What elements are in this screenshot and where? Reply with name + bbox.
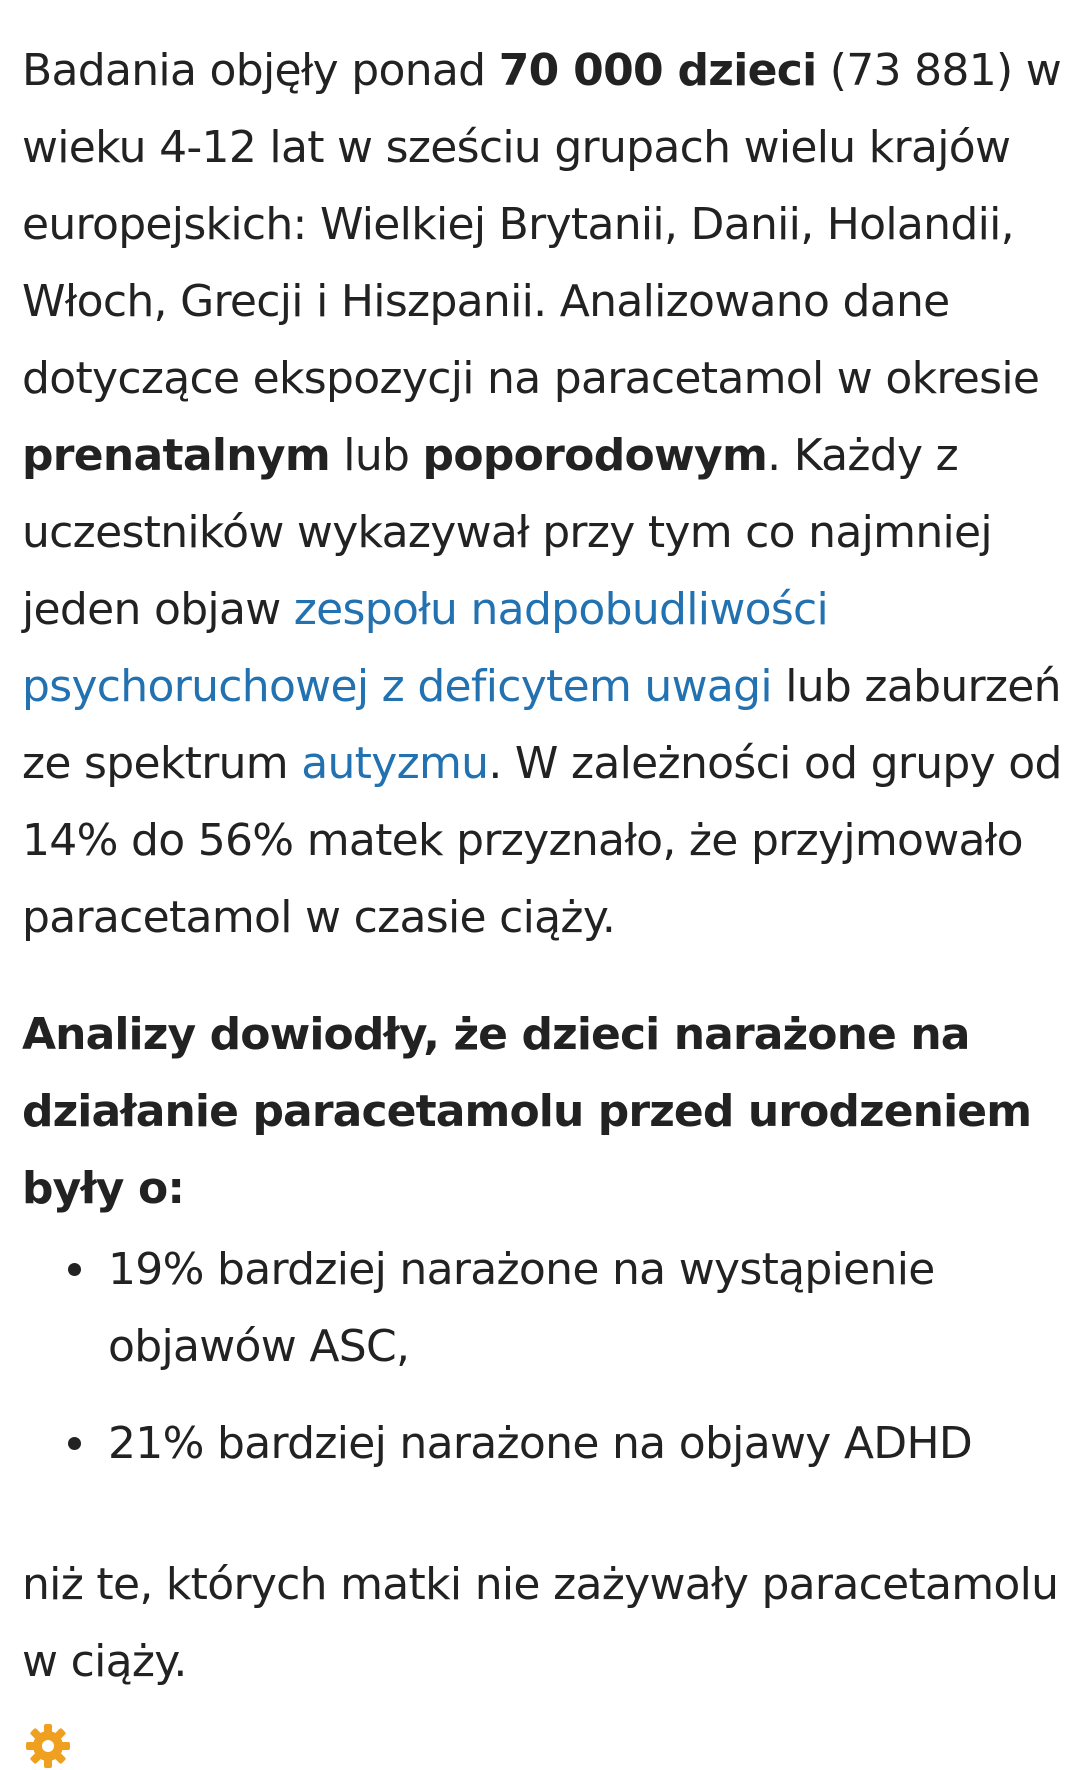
bold-children-count: 70 000 dzieci [498,45,817,96]
gear-icon [24,1722,72,1770]
list-item-text: 21% bardziej narażone na objawy ADHD [108,1418,973,1469]
text-segment: . Każdy z uczestników wykazywał przy tym co najmniej jeden objaw [22,430,992,635]
article-body [22,32,1062,1700]
findings-list [22,1231,1062,1482]
bold-postnatal: poporodowym [422,430,768,481]
closing-paragraph: niż te, których matki nie zażywały paracetamolu w ciąży. [22,1559,1059,1687]
list-item [108,1231,1062,1385]
bold-prenatal: prenatalnym [22,430,331,481]
list-item-text: 19% bardziej narażone na wystąpienie objawów ASC, [108,1244,935,1372]
text-segment: Badania objęły ponad [22,45,499,96]
adhd-link[interactable]: zespołu nadpobudliwości psychoruchowej z deficytem uwagi [22,584,829,712]
study-paragraph [22,32,1062,956]
text-segment: . W zależności od grupy od 14% do 56% matek przyznało, że przyjmowało paracetamol w czasie ciąży. [22,738,1062,943]
bullet-icon [68,1437,81,1450]
autism-link[interactable]: autyzmu [301,738,489,789]
findings-heading: Analizy dowiodły, że dzieci narażone na działanie paracetamolu przed urodzeniem były o: [22,1009,1032,1214]
bullet-icon [68,1263,81,1276]
text-segment: lub zaburzeń ze spektrum [22,661,1061,789]
list-item [108,1405,1062,1482]
text-segment: (73 881) w wieku 4-12 lat w sześciu grupach wielu krajów europejskich: Wielkiej Brytanii, Danii, Holandii, Włoch, Grecji i Hiszpanii. Analizowano dane dotyczące ekspozycji na paracetamol w okresie [22,45,1062,404]
text-segment: lub [330,430,423,481]
